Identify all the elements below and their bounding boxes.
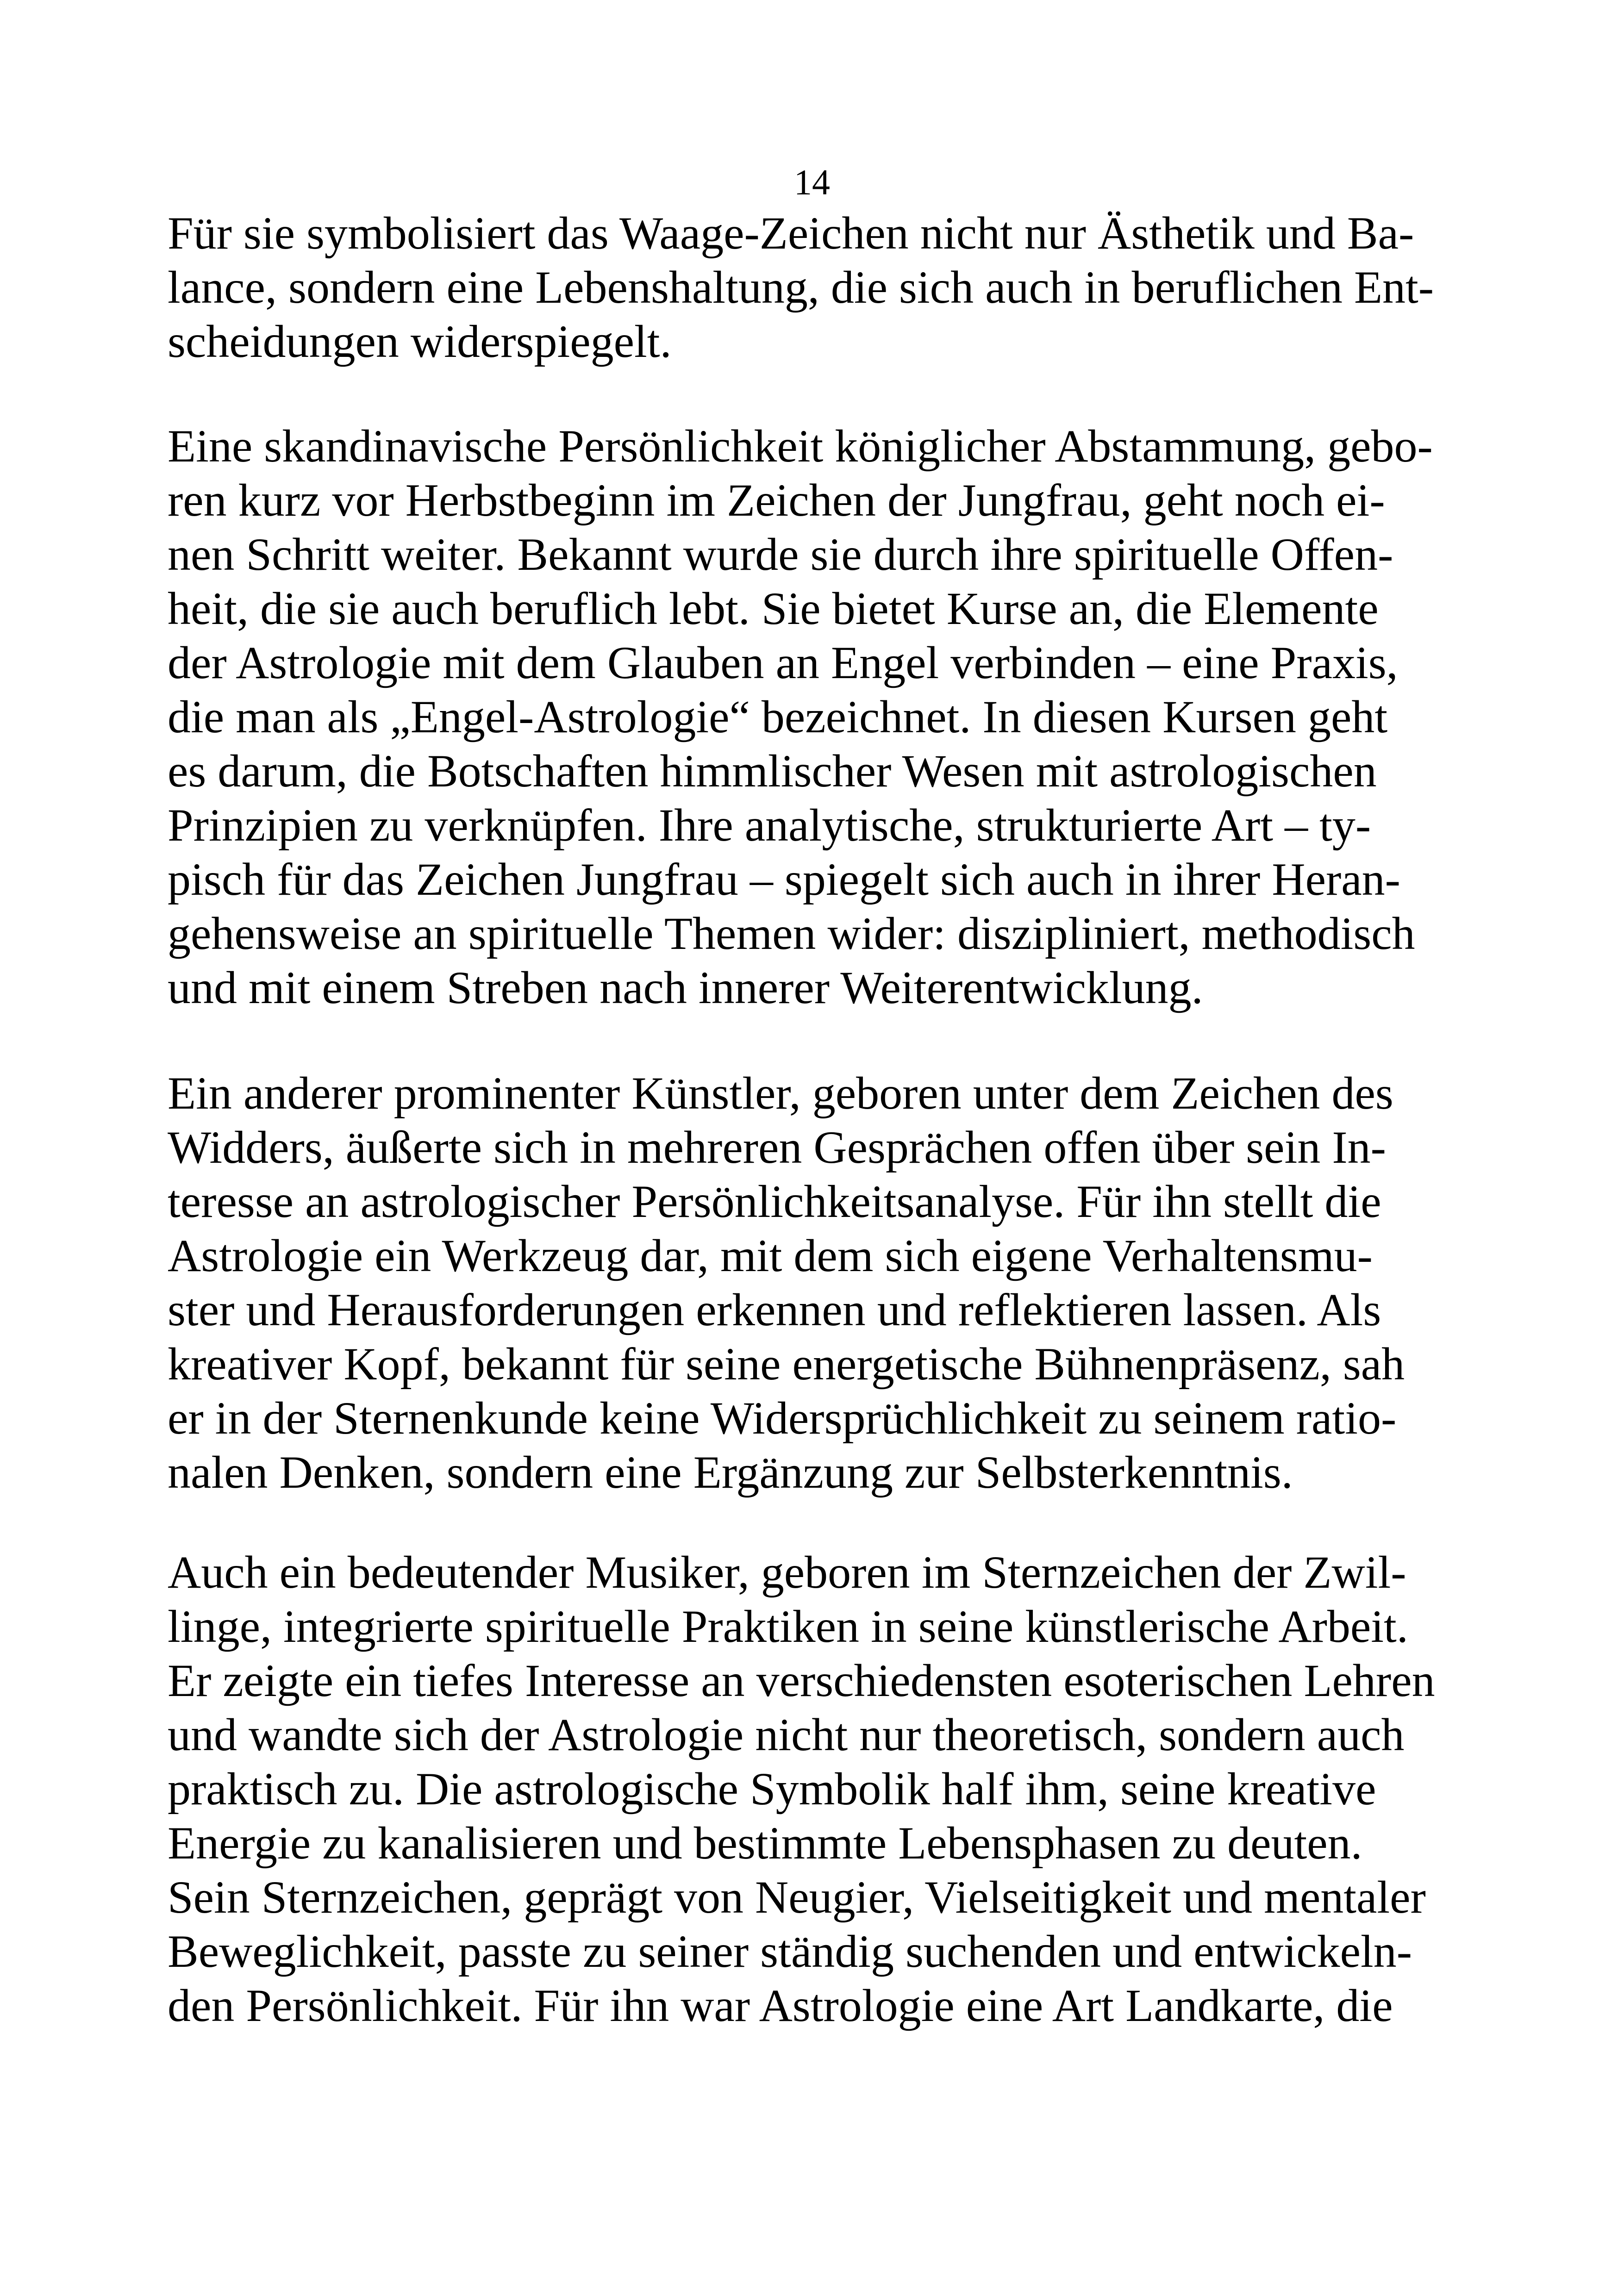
text-line: teresse an astrologischer Persönlichkeitsanalyse. Für ihn stellt die <box>168 1176 1381 1227</box>
text-line: und mit einem Streben nach innerer Weiterentwicklung. <box>168 962 1203 1013</box>
text-line: pisch für das Zeichen Jungfrau – spiegelt sich auch in ihrer Heran- <box>168 854 1400 905</box>
text-line: und wandte sich der Astrologie nicht nur theoretisch, sondern auch <box>168 1709 1405 1760</box>
text-line: gehensweise an spirituelle Themen wider: diszipliniert, methodisch <box>168 908 1415 959</box>
page-number: 14 <box>794 162 830 202</box>
text-line: nen Schritt weiter. Bekannt wurde sie durch ihre spirituelle Offen- <box>168 529 1393 580</box>
text-line: Eine skandinavische Persönlichkeit königlicher Abstammung, gebo- <box>168 420 1433 472</box>
text-line: Astrologie ein Werkzeug dar, mit dem sich eigene Verhaltensmu- <box>168 1230 1373 1281</box>
text-line: Er zeigte ein tiefes Interesse an verschiedensten esoterischen Lehren <box>168 1655 1435 1706</box>
paragraph <box>168 419 1433 1015</box>
text-line: linge, integrierte spirituelle Praktiken in seine künstlerische Arbeit. <box>168 1601 1408 1652</box>
text-line: es darum, die Botschaften himmlischer Wesen mit astrologischen <box>168 745 1377 797</box>
text-line: lance, sondern eine Lebenshaltung, die sich auch in beruflichen Ent- <box>168 262 1434 313</box>
text-line: Ein anderer prominenter Künstler, geboren unter dem Zeichen des <box>168 1067 1393 1119</box>
text-line: Sein Sternzeichen, geprägt von Neugier, Vielseitigkeit und mentaler <box>168 1871 1426 1923</box>
paragraph <box>168 206 1434 368</box>
text-line: Prinzipien zu verknüpfen. Ihre analytische, strukturierte Art – ty- <box>168 799 1371 851</box>
text-line: er in der Sternenkunde keine Widersprüchlichkeit zu seinem ratio- <box>168 1392 1397 1444</box>
text-line: Energie zu kanalisieren und bestimmte Lebensphasen zu deuten. <box>168 1817 1362 1869</box>
text-line: ster und Herausforderungen erkennen und reflektieren lassen. Als <box>168 1284 1381 1335</box>
text-line: heit, die sie auch beruflich lebt. Sie bietet Kurse an, die Elemente <box>168 583 1379 634</box>
text-line: kreativer Kopf, bekannt für seine energetische Bühnenpräsenz, sah <box>168 1338 1405 1390</box>
text-line: nalen Denken, sondern eine Ergänzung zur Selbsterkenntnis. <box>168 1447 1293 1498</box>
text-line: Widders, äußerte sich in mehreren Gesprächen offen über sein In- <box>168 1122 1386 1173</box>
paragraph <box>168 1066 1405 1499</box>
text-line: den Persönlichkeit. Für ihn war Astrologie eine Art Landkarte, die <box>168 1980 1393 2031</box>
text-line: die man als „Engel-Astrologie“ bezeichnet. In diesen Kursen geht <box>168 691 1388 742</box>
text-line: scheidungen widerspiegelt. <box>168 316 672 367</box>
text-line: Auch ein bedeutender Musiker, geboren im Sternzeichen der Zwil- <box>168 1547 1406 1598</box>
text-line: Für sie symbolisiert das Waage-Zeichen nicht nur Ästhetik und Ba- <box>168 207 1414 259</box>
text-line: praktisch zu. Die astrologische Symbolik half ihm, seine kreative <box>168 1763 1376 1815</box>
paragraph <box>168 1545 1435 2033</box>
text-line: der Astrologie mit dem Glauben an Engel verbinden – eine Praxis, <box>168 637 1398 688</box>
text-line: ren kurz vor Herbstbeginn im Zeichen der Jungfrau, geht noch ei- <box>168 474 1385 526</box>
text-line: Beweglichkeit, passte zu seiner ständig suchenden und entwickeln- <box>168 1926 1412 1977</box>
